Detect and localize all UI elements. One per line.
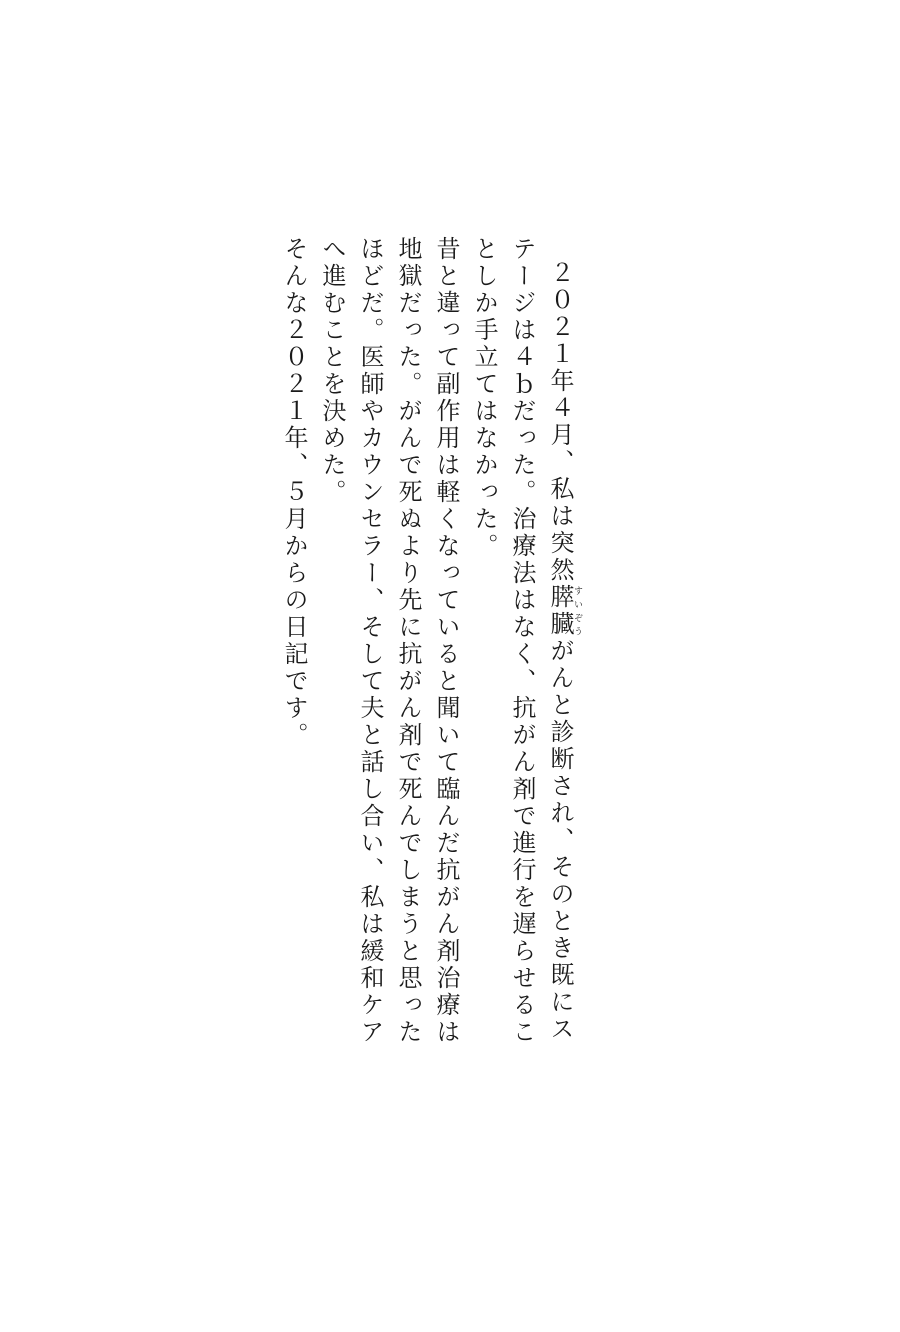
paragraph-2: 昔と違って副作用は軽くなっていると聞いて臨んだ抗がん剤治療は地獄だった。がんで死ぬより先に抗がん剤で死んでしまうと思ったほどだ。医師やカウンセラー、そして夫と話し合い、私は緩和ケアへ進むことを決めた。: [318, 236, 460, 1046]
paragraph-1: [465, 236, 582, 1056]
ruby-word: [546, 584, 582, 638]
paragraph-1-start: ２０２１年４月、私は突然: [546, 260, 574, 584]
ruby-base: 膵臓: [546, 584, 574, 638]
ruby-reading: すいぞう: [572, 584, 582, 638]
paragraph-1-end: がんと診断され、そのとき既にステージは４ｂだった。治療法はなく、抗がん剤で進行を遅らせることしか手立てはなかった。: [470, 236, 574, 1046]
vertical-text-body: [275, 236, 582, 1056]
paragraph-3: そんな２０２１年、５月からの日記です。: [280, 236, 308, 749]
